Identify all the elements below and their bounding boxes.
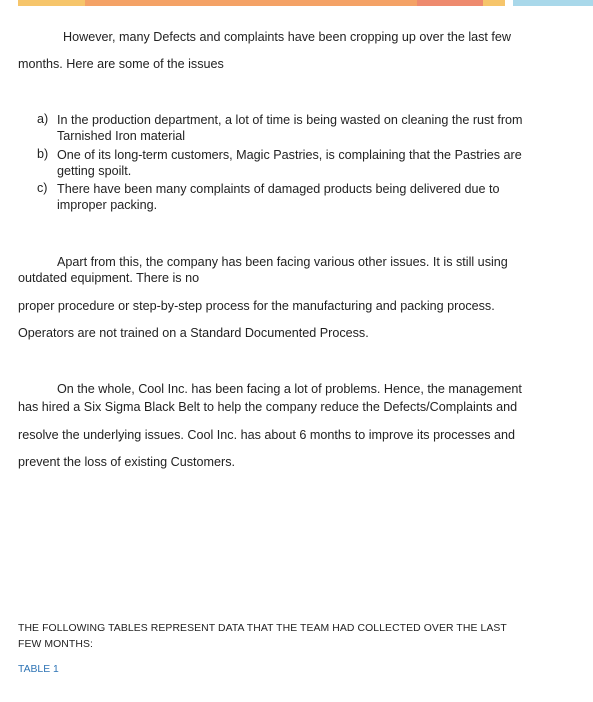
list-item <box>37 181 537 213</box>
paragraph-line: months. Here are some of the issues <box>18 57 224 71</box>
paragraph-line: Operators are not trained on a Standard Documented Process. <box>18 326 369 340</box>
list-item <box>37 112 537 144</box>
accent-segment-coral <box>417 0 483 6</box>
paragraph-line: On the whole, Cool Inc. has been facing a lot of problems. Hence, the management <box>57 382 522 396</box>
paragraph-line: Apart from this, the company has been facing various other issues. It is still using <box>57 255 508 269</box>
accent-segment-orange <box>85 0 417 6</box>
list-item-text: In the production department, a lot of time is being wasted on cleaning the rust from Tarnished Iron material <box>57 113 523 143</box>
list-marker: c) <box>37 181 48 195</box>
list-item-text: One of its long-term customers, Magic Pastries, is complaining that the Pastries are getting spoilt. <box>57 148 522 178</box>
paragraph-line: However, many Defects and complaints have been cropping up over the last few <box>63 30 512 44</box>
accent-segment-yellow-2 <box>483 0 505 6</box>
paragraph-line: prevent the loss of existing Customers. <box>18 455 235 469</box>
paragraph-line: has hired a Six Sigma Black Belt to help the company reduce the Defects/Complaints and <box>18 400 518 414</box>
paragraph-line: resolve the underlying issues. Cool Inc. has about 6 months to improve its processes and <box>18 428 516 442</box>
paragraph-line: outdated equipment. There is no <box>18 271 200 285</box>
accent-segment-yellow <box>18 0 85 6</box>
table-caption: TABLE 1 <box>18 664 59 675</box>
list-marker: a) <box>37 112 49 126</box>
tables-intro-heading: THE FOLLOWING TABLES REPRESENT DATA THAT THE TEAM HAD COLLECTED OVER THE LAST FEW MONTHS: <box>18 623 507 650</box>
list-item-text: There have been many complaints of damaged products being delivered due to improper packing. <box>57 182 500 212</box>
paragraph-line: proper procedure or step-by-step process for the manufacturing and packing process. <box>18 299 495 313</box>
list-item <box>37 147 537 179</box>
list-marker: b) <box>37 147 49 161</box>
accent-segment-blue <box>513 0 593 6</box>
